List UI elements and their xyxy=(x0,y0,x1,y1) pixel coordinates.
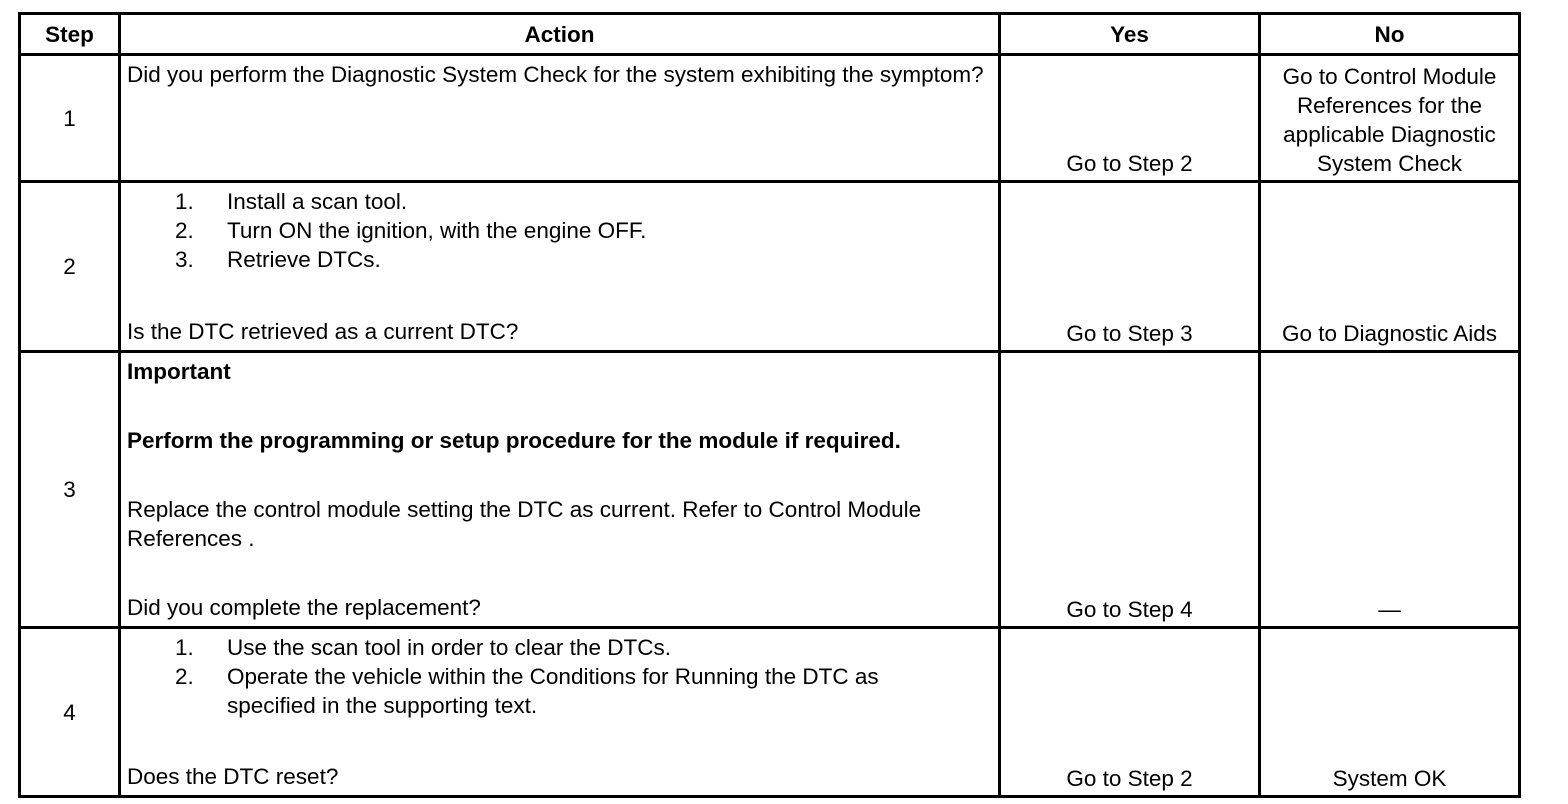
no-result: Go to Control Module References for the applicable Diagnostic System Check xyxy=(1260,55,1520,182)
list-item xyxy=(127,216,992,245)
list-item xyxy=(127,633,992,662)
procedure-list xyxy=(127,187,992,274)
table-row xyxy=(20,628,1520,797)
action-cell xyxy=(120,628,1000,797)
diagnostic-table xyxy=(18,12,1521,798)
table-row xyxy=(20,55,1520,182)
action-cell xyxy=(120,352,1000,628)
important-label: Important xyxy=(127,359,231,384)
yes-result: Go to Step 3 xyxy=(1000,182,1260,352)
step-number: 3 xyxy=(20,352,120,628)
step-number: 2 xyxy=(20,182,120,352)
action-instruction: Replace the control module setting the DTC as current. Refer to Control Module References . xyxy=(127,497,922,551)
action-cell xyxy=(120,55,1000,182)
header-step: Step xyxy=(20,14,120,55)
header-yes: Yes xyxy=(1000,14,1260,55)
procedure-list xyxy=(127,633,992,720)
list-item xyxy=(127,245,992,274)
yes-result: Go to Step 2 xyxy=(1000,628,1260,797)
list-item-text: Turn ON the ignition, with the engine OFF. xyxy=(227,218,647,243)
list-item-number: 1. xyxy=(175,189,194,214)
header-action: Action xyxy=(120,14,1000,55)
action-question: Did you perform the Diagnostic System Check for the system exhibiting the symptom? xyxy=(127,62,984,87)
important-note: Perform the programming or setup procedure for the module if required. xyxy=(127,428,901,453)
step-number: 1 xyxy=(20,55,120,182)
list-item xyxy=(127,662,992,720)
table-row xyxy=(20,182,1520,352)
step-number: 4 xyxy=(20,628,120,797)
no-result: — xyxy=(1260,352,1520,628)
yes-result: Go to Step 2 xyxy=(1000,55,1260,182)
action-cell xyxy=(120,182,1000,352)
no-result: System OK xyxy=(1260,628,1520,797)
table-row xyxy=(20,352,1520,628)
list-item-number: 2. xyxy=(175,664,194,689)
no-result: Go to Diagnostic Aids xyxy=(1260,182,1520,352)
list-item-number: 1. xyxy=(175,635,194,660)
action-question: Does the DTC reset? xyxy=(127,764,339,789)
list-item-text: Operate the vehicle within the Conditions for Running the DTC as specified in the supporting text. xyxy=(227,664,879,718)
list-item xyxy=(127,187,992,216)
list-item-text: Retrieve DTCs. xyxy=(227,247,381,272)
list-item-text: Use the scan tool in order to clear the DTCs. xyxy=(227,635,671,660)
yes-result: Go to Step 4 xyxy=(1000,352,1260,628)
list-item-number: 2. xyxy=(175,218,194,243)
action-question: Did you complete the replacement? xyxy=(127,595,481,620)
list-item-text: Install a scan tool. xyxy=(227,189,408,214)
header-row xyxy=(20,14,1520,55)
action-question: Is the DTC retrieved as a current DTC? xyxy=(127,319,519,344)
list-item-number: 3. xyxy=(175,247,194,272)
header-no: No xyxy=(1260,14,1520,55)
